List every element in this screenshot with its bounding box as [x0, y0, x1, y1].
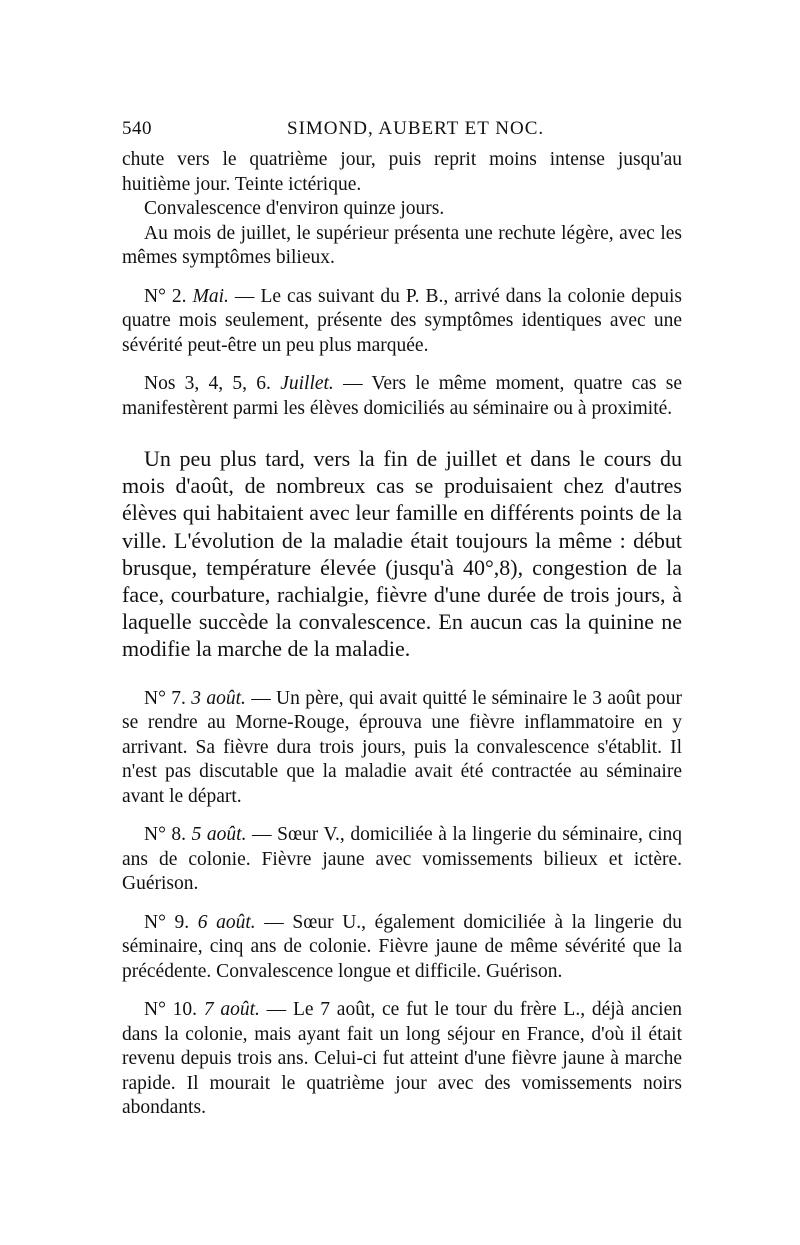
page-body — [122, 148, 682, 1121]
case-number: N° 7. — [144, 687, 186, 709]
page-header — [122, 118, 682, 140]
page-number: 540 — [122, 118, 152, 139]
case-date: 7 août. — [203, 999, 260, 1021]
case-entry: N° 8. 5 août. — Sœur V., domiciliée à la lingerie du séminaire, cinq ans de colonie. Fièvre jaune avec vomissements bilieux et ictère. Guérison. — [122, 824, 682, 895]
paragraph: Au mois de juillet, le supérieur présenta une rechute légère, avec les mêmes symptômes bilieux. — [122, 222, 682, 268]
case-date: 3 août. — [191, 687, 246, 709]
case-date: Mai. — [192, 285, 229, 307]
case-date: 6 août. — [197, 911, 256, 933]
case-number: N° 10. — [144, 999, 198, 1021]
case-number: N° 2. — [144, 285, 187, 307]
case-entry: Nos 3, 4, 5, 6. Juillet. — Vers le même moment, quatre cas se manifestèrent parmi les élèves domiciliés au séminaire ou à proximité. — [122, 373, 683, 419]
case-number: N° 8. — [144, 824, 187, 846]
case-entry: N° 2. Mai. — Le cas suivant du P. B., arrivé dans la colonie depuis quatre mois seulement, présente des symptômes identiques avec une sévérité peut-être un peu plus marquée. — [122, 285, 683, 356]
paragraph-large: Un peu plus tard, vers la fin de juillet et dans le cours du mois d'août, de nombreux cas se produisaient chez d'autres élèves qui habitaient avec leur famille en différents points de la ville. L'évolution de la maladie était toujours la même : début brusque, température élevée (jusqu'à 40°,8), congestion de la face, courbature, rachialgie, fièvre d'une durée de trois jours, à laquelle succède la convalescence. En aucun cas la quinine ne modifie la marche de la maladie. — [122, 446, 682, 662]
case-entry: N° 10. 7 août. — Le 7 août, ce fut le tour du frère L., déjà ancien dans la colonie, mais ayant fait un long séjour en France, d'où il était revenu depuis trois ans. Celui-ci fut atteint d'une fièvre jaune à marche rapide. Il mourait le quatrième jour avec des vomissements noirs abondants. — [122, 999, 682, 1119]
running-title: SIMOND, AUBERT ET NOC. — [287, 118, 545, 139]
case-entry: N° 7. 3 août. — Un père, qui avait quitté le séminaire le 3 août pour se rendre au Morne-Rouge, éprouva une fièvre inflammatoire en y arrivant. Sa fièvre dura trois jours, puis la convalescence s'établit. Il n'est pas discutable que la maladie avait été contractée au séminaire avant le départ. — [122, 687, 683, 807]
paragraph: chute vers le quatrième jour, puis reprit moins intense jusqu'au huitième jour. Teinte ictérique. — [122, 149, 682, 195]
case-date: 5 août. — [191, 824, 247, 846]
case-number: Nos 3, 4, 5, 6. — [144, 373, 271, 394]
paragraph: Convalescence d'environ quinze jours. — [144, 198, 445, 219]
case-number: N° 9. — [144, 911, 190, 933]
case-date: Juillet. — [280, 373, 334, 394]
case-entry: N° 9. 6 août. — Sœur U., également domiciliée à la lingerie du séminaire, cinq ans de colonie. Fièvre jaune de même sévérité que la précédente. Convalescence longue et difficile. Guérison. — [122, 911, 683, 982]
